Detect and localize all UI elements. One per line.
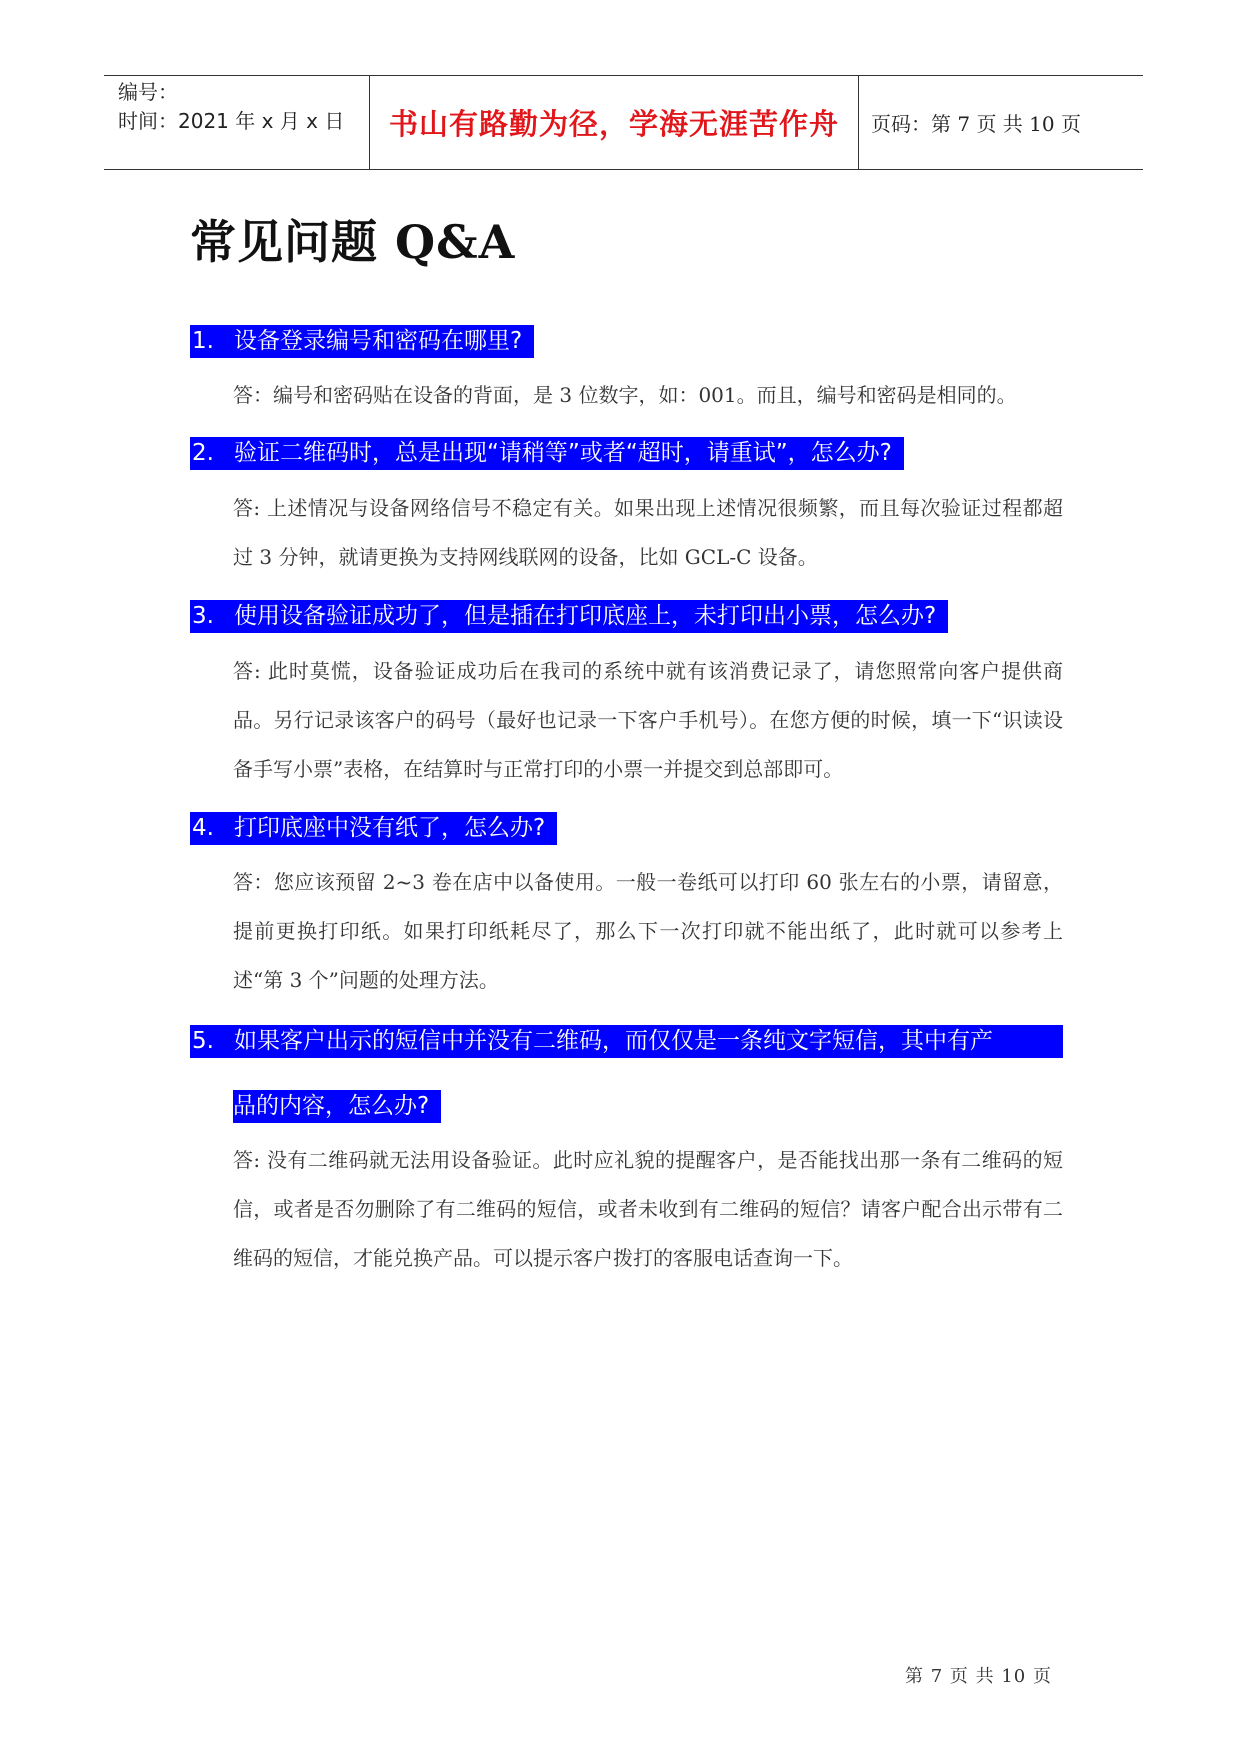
question-text: 设备登录编号和密码在哪里?: [234, 328, 523, 354]
question-2: [190, 437, 904, 470]
question-5-line-2: [233, 1090, 441, 1123]
question-1: [190, 325, 534, 358]
page-title: 常见问题 Q&A: [190, 215, 516, 269]
answer-5: 答: 没有二维码就无法用设备验证。此时应礼貌的提醒客户，是否能找出那一条有二维码的短信，或者是否勿删除了有二维码的短信，或者未收到有二维码的短信？请客户配合出示带有二维码的短信，才能兑换产品。可以提示客户拨打的客服电话查询一下。: [233, 1148, 1063, 1270]
question-number: 1.: [192, 328, 214, 354]
question-number: 2.: [192, 440, 214, 466]
header-time-label: 时间：2021 年 x 月 x 日: [118, 109, 345, 133]
question-3: [190, 600, 948, 633]
header-meta: [104, 76, 369, 169]
answer-2: 答: 上述情况与设备网络信号不稳定有关。如果出现上述情况很频繁，而且每次验证过程都超过 3 分钟，就请更换为支持网线联网的设备，比如 GCL-C 设备。: [233, 496, 1063, 569]
question-4: [190, 812, 557, 845]
page-header: [104, 75, 1143, 170]
question-text: 品的内容，怎么办?: [233, 1093, 430, 1119]
header-motto: 书山有路勤为径，学海无涯苦作舟: [369, 76, 859, 169]
answer-1: 答：编号和密码贴在设备的背面，是 3 位数字，如：001。而且，编号和密码是相同的。: [233, 383, 1017, 407]
header-page-info: 页码：第 7 页 共 10 页: [871, 112, 1081, 136]
header-code-label: 编号：: [118, 80, 178, 104]
question-number: 3.: [192, 603, 214, 629]
question-5-line-1: [190, 1025, 1063, 1058]
answer-3: 答: 此时莫慌，设备验证成功后在我司的系统中就有该消费记录了，请您照常向客户提供商品。另行记录该客户的码号（最好也记录一下客户手机号）。在您方便的时候，填一下“识读设备手写小票”表格，在结算时与正常打印的小票一并提交到总部即可。: [233, 659, 1063, 781]
question-text: 打印底座中没有纸了，怎么办?: [234, 815, 546, 841]
question-text: 使用设备验证成功了，但是插在打印底座上，未打印出小票，怎么办?: [234, 603, 937, 629]
page-footer: 第 7 页 共 10 页: [905, 1666, 1052, 1687]
question-number: 4.: [192, 815, 214, 841]
question-text: 如果客户出示的短信中并没有二维码，而仅仅是一条纯文字短信，其中有产: [234, 1028, 993, 1054]
question-text: 验证二维码时，总是出现“请稍等”或者“超时，请重试”，怎么办?: [234, 440, 892, 466]
answer-4: 答：您应该预留 2~3 卷在店中以备使用。一般一卷纸可以打印 60 张左右的小票，请留意，提前更换打印纸。如果打印纸耗尽了，那么下一次打印就不能出纸了，此时就可以参考上述“第 3 个”问题的处理方法。: [233, 870, 1063, 992]
question-number: 5.: [192, 1028, 214, 1054]
